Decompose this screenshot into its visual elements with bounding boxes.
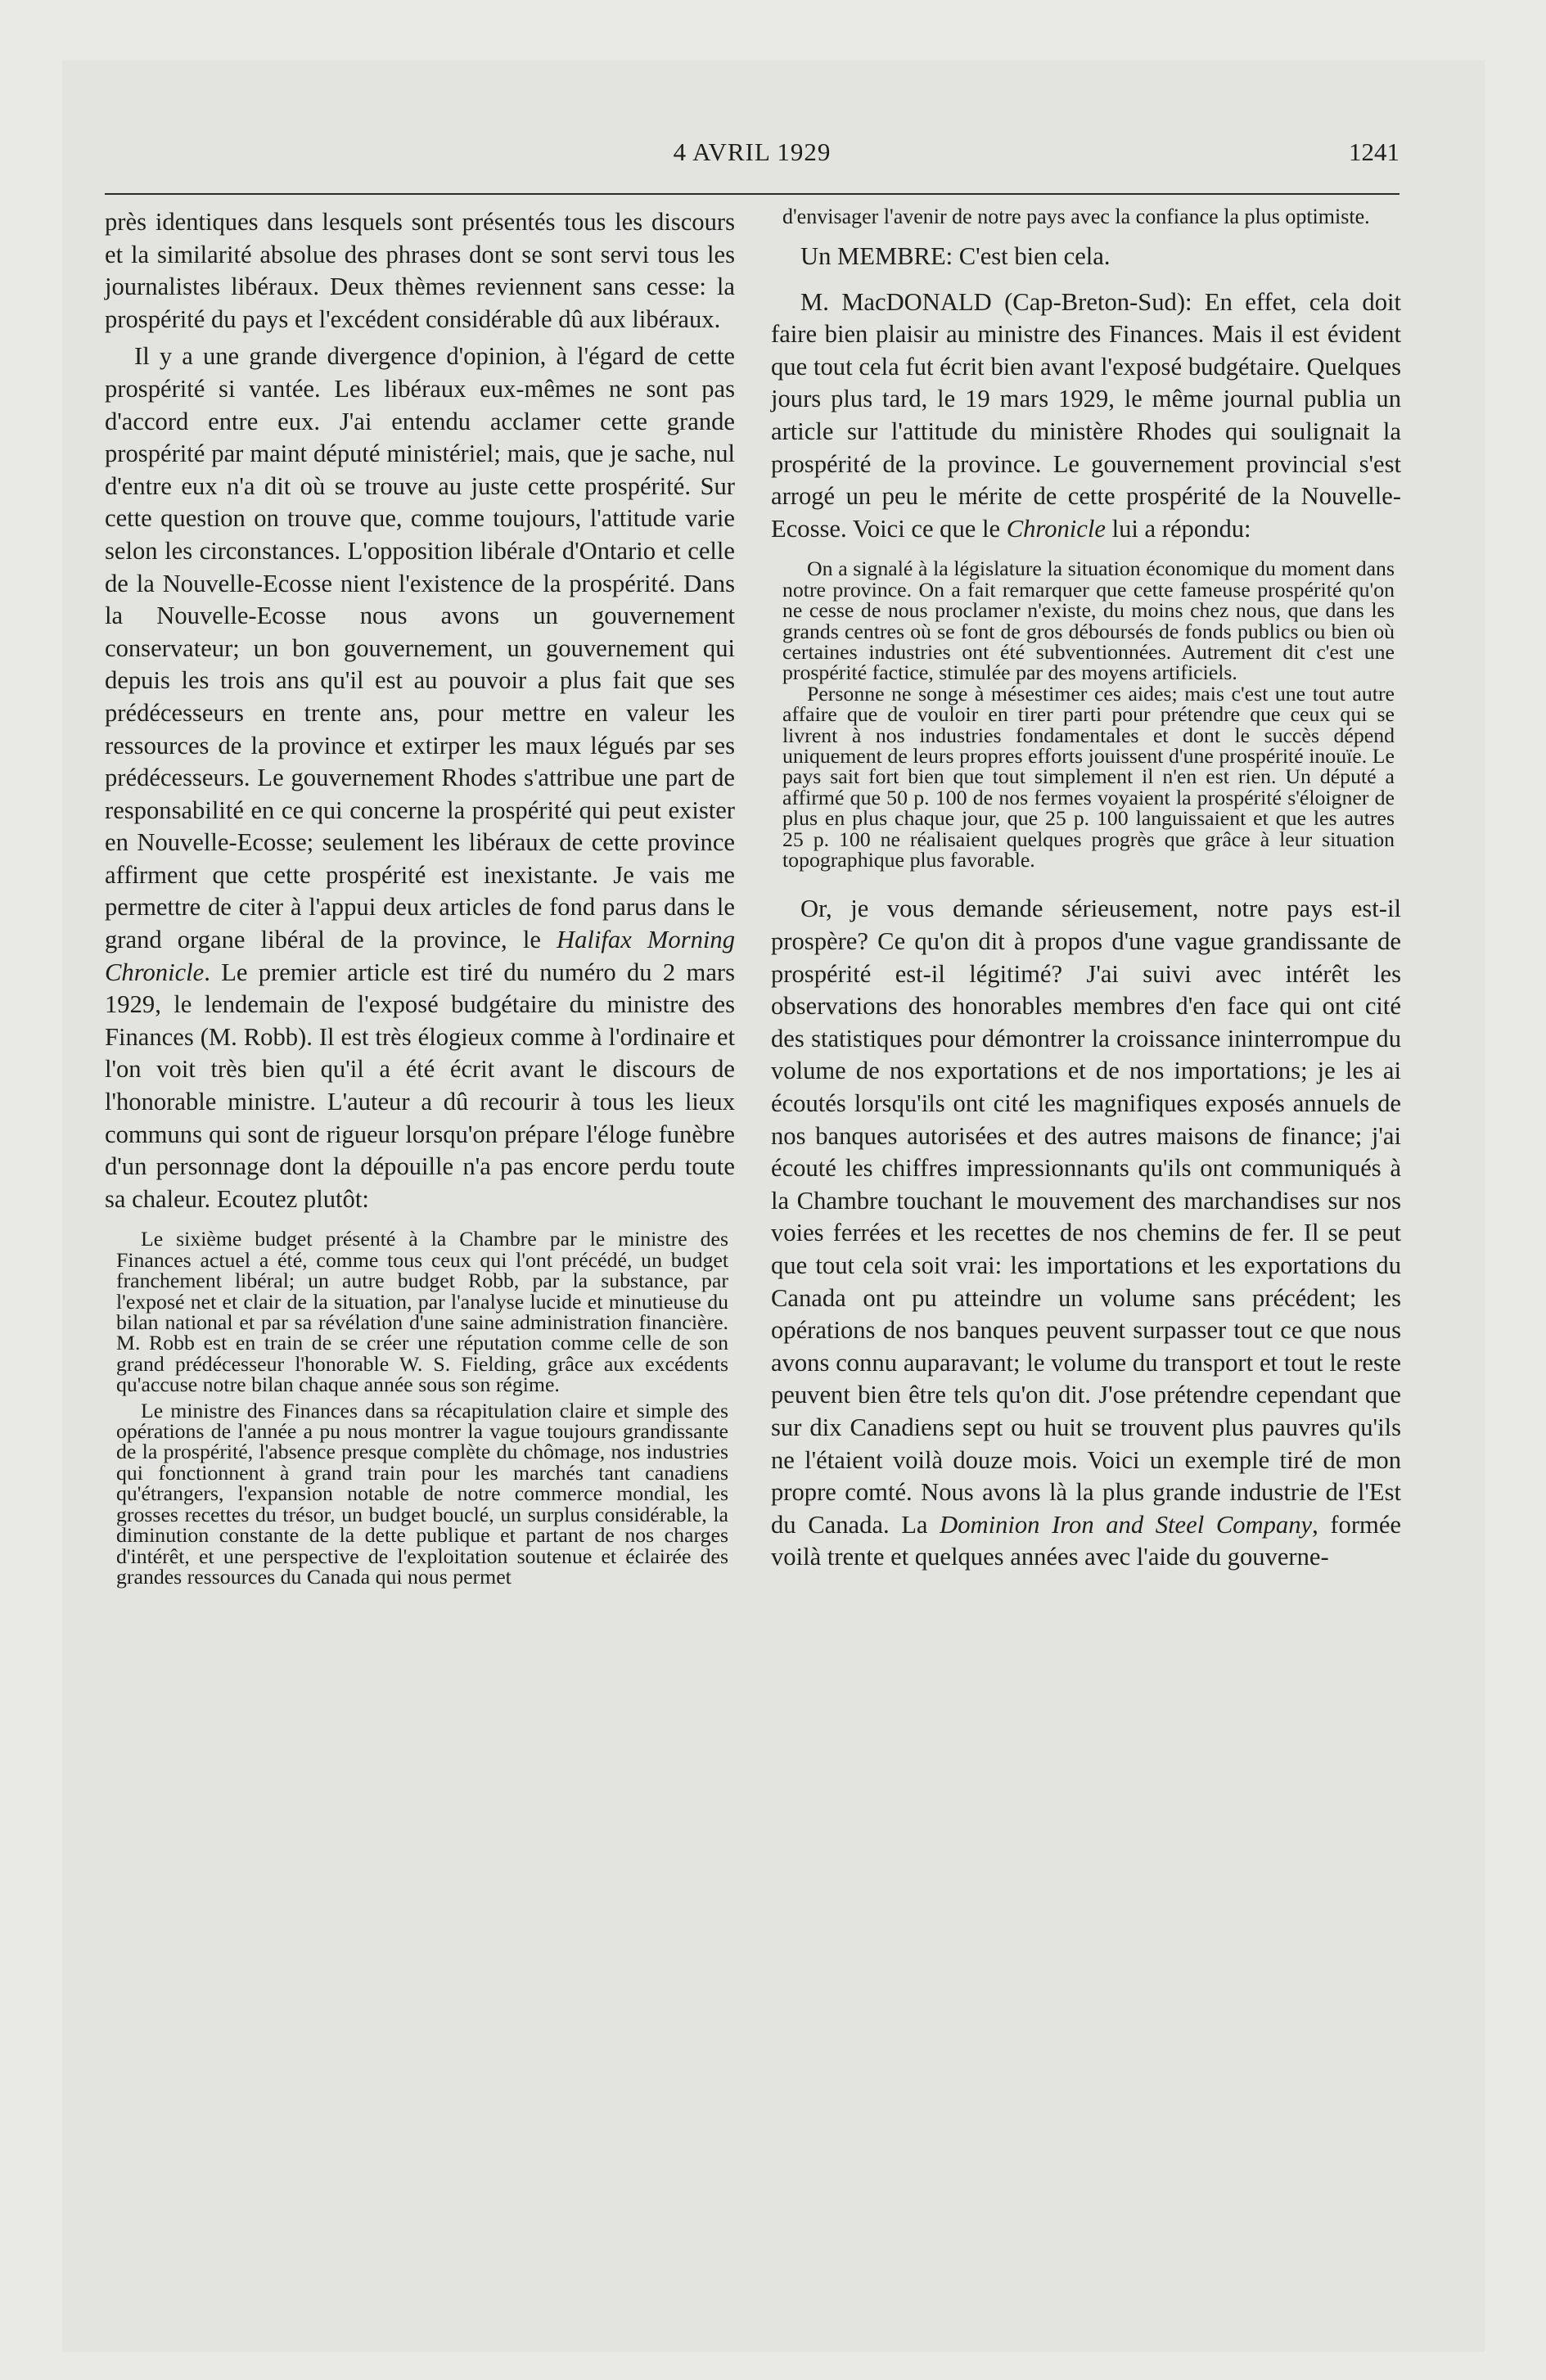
quote-block-1 (105, 1228, 735, 1587)
page-header (105, 137, 1400, 178)
chronicle-title: Chronicle (1006, 514, 1106, 543)
quote-continuation (771, 206, 1401, 228)
quote-2: Le ministre des Finances dans sa récapitulation claire et simple des opérations de l'année a pu nous montrer la vague toujours grandissante de la prospérité, l'absence presque complète du chômage, nos industries qui fonctionnent à grand train pour les marchés tant canadiens qu'étrangers, l'expansion notable de notre commerce mondial, les grosses recettes du trésor, un budget bouclé, un surplus considérable, la diminution constante de la dette publique et partant de nos charges d'intérêt, et une perspective de l'exploitation soutenue et éclairée des grandes ressources du Canada qui nous permet (116, 1398, 728, 1589)
paragraph-2-text: Il y a une grande divergence d'opinion, à l'égard de cette prospérité si vantée. Les libéraux eux-mêmes ne sont pas d'accord entre eux. J'ai entendu acclamer cette grande prospérité par maint député ministériel; mais, que je sache, nul d'entre eux n'a dit où se trouve au juste cette prospérité. Sur cette question on trouve que, comme toujours, l'attitude varie selon les circonstances. L'opposition libérale d'Ontario et celle de la Nouvelle-Ecosse nient l'existence de la prospérité. Dans la Nouvelle-Ecosse nous avons un gouvernement conservateur; un bon gouvernement, un gouvernement qui depuis les trois ans qu'il est au pouvoir a plus fait que ses prédécesseurs en trente ans, pour mettre en valeur les ressources de la province et extirper les maux légués par ses prédécesseurs. Le gouvernement Rhodes s'attribue une part de responsabilité en ce qui concerne la prospérité qui peut exister en Nouvelle-Ecosse; seulement les libéraux de cette province affirment que cette prospérité est inexistante. Je vais me permettre de citer à l'appui deux articles de fond parus dans le grand organe libéral de la province, le (105, 342, 735, 954)
page-number: 1241 (1349, 137, 1400, 166)
header-date: 4 AVRIL 1929 (673, 137, 832, 166)
quote-block-2 (771, 558, 1401, 870)
left-column (105, 206, 735, 1587)
macdonald-paragraph (771, 286, 1401, 546)
final-text: Or, je vous demande sérieusement, notre pays est-il prospère? Ce qu'on dit à propos d'une vague grandissante de prospérité est-il légitimé? J'ai suivi avec intérêt les observations des honorables membres d'en face qui ont cité des statistiques pour démontrer la croissance ininterrompue du volume de nos exportations et de nos importations; je les ai écoutés lorsqu'ils ont cité les magnifiques exposés annuels de nos banques autorisées et des autres maisons de finance; j'ai écouté les chiffres impressionnants qu'ils ont communiqués à la Chambre touchant le mouvement des marchandises sur nos voies ferrées et les recettes de nos chemins de fer. Il se peut que tout cela soit vrai: les importations et les exportations du Canada ont pu atteindre un volume sans précédent; les opérations de nos banques peuvent surpasser tout ce que nous avons connu auparavant; le volume du transport et tout le reste peuvent bien être tels qu'on dit. J'ose prétendre cependant que sur dix Canadiens sept ou huit se trouvent plus pauvres qu'ils ne l'étaient voilà douze mois. Voici un exemple tiré de mon propre comté. Nous avons là la plus grande industrie de l'Est du Canada. La (771, 895, 1401, 1539)
company-name: Dominion Iron and Steel Company (940, 1510, 1313, 1539)
paragraph-1: près identiques dans lesquels sont présentés tous les discours et la similarité absolue des phrases dont se sont servi tous les journalistes libéraux. Deux thèmes reviennent sans cesse: la prospérité du pays et l'excédent considérable dû aux libéraux. (105, 208, 735, 333)
quote-1: Le sixième budget présenté à la Chambre par le ministre des Finances actuel a été, comme tous ceux qui l'ont précédé, un budget franchement libéral; un autre budget Robb, par la substance, par l'exposé net et clair de la situation, par l'analyse lucide et minutieuse du bilan national et par sa révélation d'une saine administration financière. M. Robb est en train de se créer une réputation comme celle de son grand prédécesseur l'honorable W. S. Fielding, grâce aux excédents qu'accuse notre bilan chaque année sous son régime. (116, 1227, 728, 1397)
quote-3: On a signalé à la législature la situation économique du moment dans notre province. On a fait remarquer que cette fameuse prospérité qu'on ne cesse de nous proclamer n'existe, du moins chez nous, que dans les grands centres où se font de gros déboursés de fonds publics ou bien où certaines industries ont été subventionnées. Autrement dit c'est une prospérité factice, stimulée par des moyens artificiels. (782, 557, 1395, 685)
newspaper-title: Halifax Morning Chronicle (105, 926, 735, 986)
paragraph-2-continued: . Le premier article est tiré du numéro du 2 mars 1929, le lendemain de l'exposé budgétaire du ministre des Finances (M. Robb). Il est très élogieux comme à l'ordinaire et l'on voit très bien qu'il a été écrit avant le discours de l'honorable ministre. L'auteur a dû recourir à tous les lieux communs qui sont de rigueur lorsqu'on prépare l'éloge funèbre d'un personnage dont la dépouille n'a pas encore perdu toute sa chaleur. Ecoutez plutôt: (105, 958, 735, 1213)
macdonald-text: M. MacDONALD (Cap-Breton-Sud): En effet, cela doit faire bien plaisir au ministre des Finances. Mais il est évident que tout cela fut écrit bien avant l'exposé budgétaire. Quelques jours plus tard, le 19 mars 1929, le même journal publia un article sur l'attitude du ministère Rhodes qui soulignait la prospérité de la province. Le gouvernement provincial s'est arrogé un peu le mérite de cette prospérité de la Nouvelle-Ecosse. Voici ce que le (771, 287, 1401, 543)
member-interjection: Un MEMBRE: C'est bien cela. (800, 242, 1111, 270)
paragraph-2 (105, 340, 735, 1215)
macdonald-text-end: lui a répondu: (1105, 514, 1251, 543)
header-rule (105, 193, 1400, 195)
quote-4: Personne ne songe à mésestimer ces aides; mais c'est une tout autre affaire que de vouloir en tirer parti pour prétendre que ceux qui se livrent à nos industries fondamentales et dont le succès dépend uniquement de leurs propres efforts jouissent d'une prospérité inouïe. Le pays sait fort bien que tout simplement il n'en est rien. Un député a affirmé que 50 p. 100 de nos fermes voyaient la prospérité s'éloigner de plus en plus chaque jour, que 25 p. 100 languissaient et que les autres 25 p. 100 ne réalisaient quelques progrès que grâce à leur situation topographique plus favorable. (782, 681, 1395, 872)
final-paragraph (771, 893, 1401, 1573)
right-column (771, 206, 1401, 1574)
quote-continuation-text: d'envisager l'avenir de notre pays avec la confiance la plus optimiste. (782, 205, 1370, 228)
final-text-end: , formée voilà trente et quelques années avec l'aide du gouverne- (771, 1510, 1401, 1571)
